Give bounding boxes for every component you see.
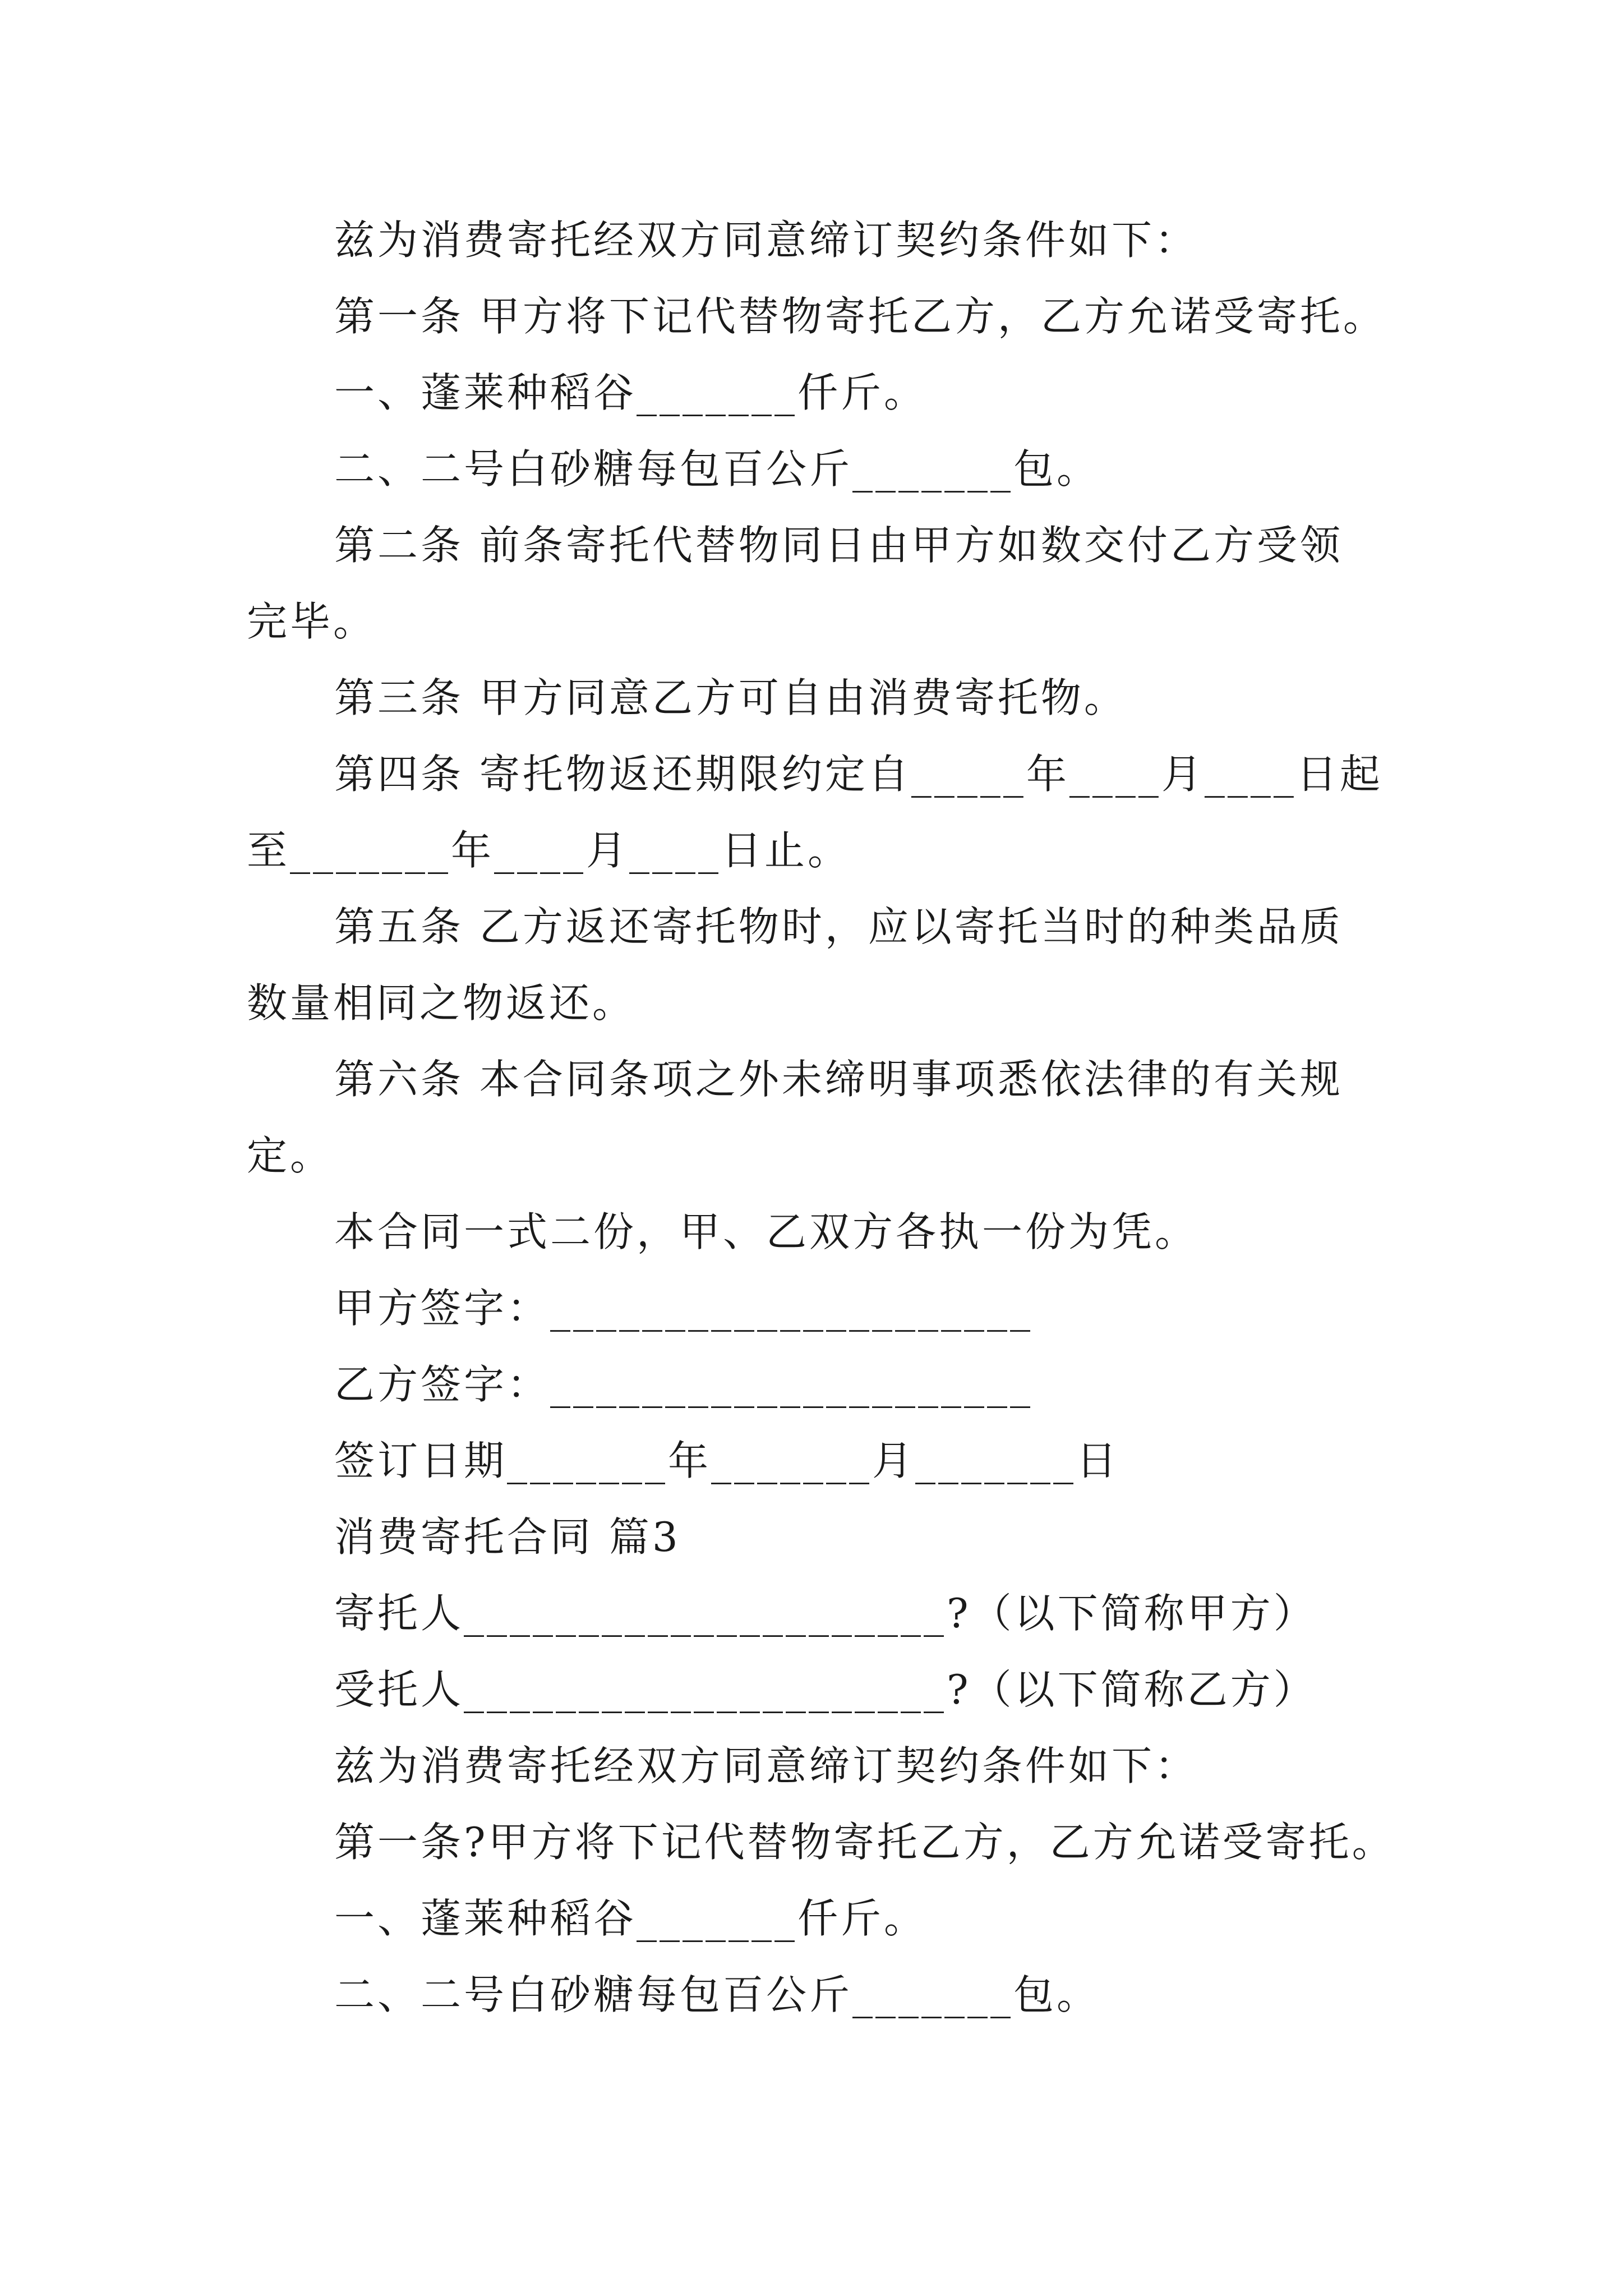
text-line: 寄托人_____________________?（以下简称甲方） [334,1590,1317,1637]
party-a-signature-line: 甲方签字：_____________________ [334,1285,1034,1332]
text-line: 至_______年____月____日止。 [247,827,851,874]
text-line: 数量相同之物返还。 [247,979,636,1027]
text-line: 受托人_____________________?（以下简称乙方） [334,1666,1317,1713]
text-line: 第一条?甲方将下记代替物寄托乙方，乙方允诺受寄托。 [334,1819,1395,1866]
text-line: 第四条 寄托物返还期限约定自_____年____月____日起 [334,751,1383,798]
text-line: 一、蓬莱种稻谷_______仟斤。 [334,369,928,416]
text-line: 兹为消费寄托经双方同意缔订契约条件如下： [334,217,1198,264]
text-line: 第三条 甲方同意乙方可自由消费寄托物。 [334,674,1127,721]
text-line: 一、蓬莱种稻谷_______仟斤。 [334,1895,928,1942]
text-line: 完毕。 [247,598,377,645]
text-line: 第一条 甲方将下记代替物寄托乙方，乙方允诺受寄托。 [334,293,1386,340]
text-line: 第五条 乙方返还寄托物时，应以寄托当时的种类品质 [334,903,1343,950]
text-line: 二、二号白砂糖每包百公斤_______包。 [334,445,1100,493]
text-line: 本合同一式二份，甲、乙双方各执一份为凭。 [334,1208,1198,1255]
text-line: 第六条 本合同条项之外未缔明事项悉依法律的有关规 [334,1056,1343,1103]
text-line: 兹为消费寄托经双方同意缔订契约条件如下： [334,1742,1198,1789]
signing-date-line: 签订日期_______年_______月_______日 [334,1437,1120,1484]
text-line: 二、二号白砂糖每包百公斤_______包。 [334,1971,1100,2018]
text-line: 第二条 前条寄托代替物同日由甲方如数交付乙方受领 [334,522,1343,569]
party-b-signature-line: 乙方签字：_____________________ [334,1361,1034,1408]
text-line: 定。 [247,1132,334,1179]
section-heading: 消费寄托合同 篇3 [334,1513,681,1561]
